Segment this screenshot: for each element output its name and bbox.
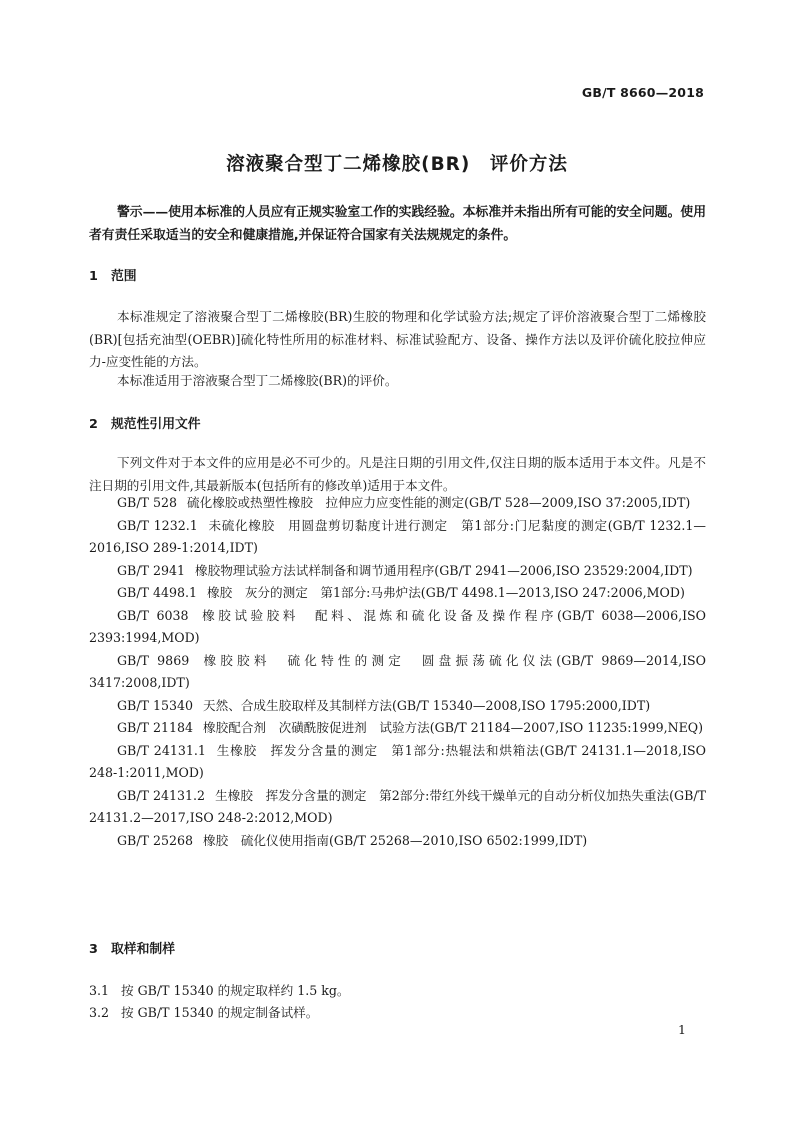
clause-text: 按 GB/T 15340 的规定制备试样。	[121, 1005, 319, 1020]
reference-code: GB/T 24131.1	[117, 742, 206, 758]
reference-code: GB/T 24131.2	[117, 787, 206, 803]
reference-item	[89, 582, 706, 605]
section-1-paragraph-1: 本标准规定了溶液聚合型丁二烯橡胶(BR)生胶的物理和化学试验方法;规定了评价溶液聚合型丁二烯橡胶(BR)[包括充油型(OEBR)]硫化特性所用的标准材料、标准试验配方、设备、操作方法以及评价硫化胶拉伸应力-应变性能的方法。	[89, 309, 706, 369]
clause-text: 按 GB/T 15340 的规定取样约 1.5 kg。	[121, 983, 350, 998]
document-title: 溶液聚合型丁二烯橡胶(BR) 评价方法	[226, 154, 568, 175]
section-1-title: 范围	[111, 269, 137, 284]
section-2-title: 规范性引用文件	[111, 417, 201, 432]
reference-item	[89, 492, 706, 515]
reference-text: 橡胶配合剂 次磺酰胺促进剂 试验方法(GB/T 21184—2007,ISO 11235:1999,NEQ)	[203, 720, 704, 735]
clause-number: 3.2	[89, 1005, 110, 1020]
reference-item	[89, 717, 706, 740]
reference-item	[89, 695, 706, 718]
reference-text: 硫化橡胶或热塑性橡胶 拉伸应力应变性能的测定(GB/T 528—2009,ISO 37:2005,IDT)	[187, 495, 691, 510]
reference-item	[89, 560, 706, 583]
reference-code: GB/T 2941	[117, 562, 186, 578]
section-2-number: 2	[89, 417, 98, 432]
reference-item	[89, 830, 706, 853]
reference-code: GB/T 21184	[117, 720, 194, 735]
reference-text: 橡胶胶料 硫化特性的测定 圆盘振荡硫化仪法(GB/T 9869—2014,ISO 3417:2008,IDT)	[89, 652, 707, 690]
reference-text: 橡胶 灰分的测定 第1部分:马弗炉法(GB/T 4498.1—2013,ISO 247:2006,MOD)	[207, 585, 685, 600]
clause-3-1	[89, 980, 350, 999]
clause-number: 3.1	[89, 983, 110, 998]
section-3-title: 取样和制样	[111, 942, 175, 957]
section-3-number: 3	[89, 942, 98, 957]
reference-code: GB/T 6038	[117, 607, 189, 623]
section-2-heading	[89, 413, 201, 432]
reference-text: 橡胶物理试验方法试样制备和调节通用程序(GB/T 2941—2006,ISO 23529:2004,IDT)	[195, 562, 693, 578]
reference-code: GB/T 1232.1	[117, 517, 198, 533]
reference-text: 未硫化橡胶 用圆盘剪切黏度计进行测定 第1部分:门尼黏度的测定(GB/T 1232.1—2016,ISO 289-1:2014,IDT)	[89, 517, 706, 555]
reference-item	[89, 605, 706, 650]
reference-text: 生橡胶 挥发分含量的测定 第1部分:热辊法和烘箱法(GB/T 24131.1—2018,ISO 248-1:2011,MOD)	[89, 742, 706, 780]
reference-code: GB/T 25268	[117, 832, 194, 848]
reference-text: 橡胶 硫化仪使用指南(GB/T 25268—2010,ISO 6502:1999,IDT)	[203, 832, 588, 848]
section-1-heading	[89, 265, 137, 284]
reference-code: GB/T 15340	[117, 697, 194, 713]
reference-code: GB/T 528	[117, 495, 177, 510]
reference-item	[89, 650, 706, 695]
reference-item	[89, 785, 706, 830]
page-number: 1	[678, 1022, 686, 1037]
section-3-heading	[89, 938, 175, 957]
reference-code: GB/T 9869	[117, 652, 190, 668]
section-1-paragraph-2: 本标准适用于溶液聚合型丁二烯橡胶(BR)的评价。	[117, 373, 398, 388]
section-2-intro: 下列文件对于本文件的应用是必不可少的。凡是注日期的引用文件,仅注日期的版本适用于本文件。凡是不注日期的引用文件,其最新版本(包括所有的修改单)适用于本文件。	[89, 455, 706, 493]
reference-text: 生橡胶 挥发分含量的测定 第2部分:带红外线干燥单元的自动分析仪加热失重法(GB/T 24131.2—2017,ISO 248-2:2012,MOD)	[89, 787, 706, 825]
reference-item	[89, 515, 706, 560]
clause-3-2	[89, 1002, 318, 1021]
standard-code: GB/T 8660—2018	[581, 85, 704, 100]
warning-paragraph: 警示——使用本标准的人员应有正规实验室工作的实践经验。本标准并未指出所有可能的安全问题。使用者有责任采取适当的安全和健康措施,并保证符合国家有关法规规定的条件。	[89, 205, 706, 243]
reference-text: 天然、合成生胶取样及其制样方法(GB/T 15340—2008,ISO 1795:2000,IDT)	[203, 697, 651, 713]
reference-code: GB/T 4498.1	[117, 585, 198, 600]
reference-text: 橡胶试验胶料 配料、混炼和硫化设备及操作程序(GB/T 6038—2006,ISO 2393:1994,MOD)	[89, 607, 707, 645]
normative-references-list	[89, 492, 706, 852]
section-1-number: 1	[89, 269, 98, 284]
reference-item	[89, 740, 706, 785]
